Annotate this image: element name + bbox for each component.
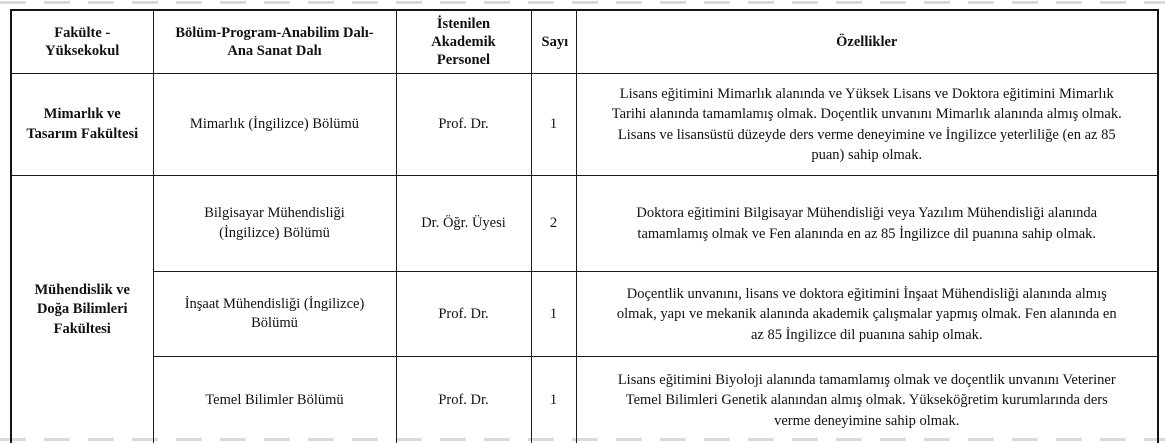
requirements-cell: Doktora eğitimini Bilgisayar Mühendisliği veya Yazılım Mühendisliği alanında tamamlamış olmak ve Fen alanında en az 85 İngilizce dil puanına sahip olmak. xyxy=(576,176,1158,272)
department-cell: İnşaat Mühendisliği (İngilizce) Bölümü xyxy=(153,272,396,357)
faculty-cell: Mimarlık ve Tasarım Fakültesi xyxy=(11,74,153,176)
table-row-insaat xyxy=(11,272,1158,357)
header-requirements: Özellikler xyxy=(576,10,1158,74)
recruitment-table xyxy=(10,9,1159,443)
position-cell: Prof. Dr. xyxy=(396,74,531,176)
requirements-cell: Doçentlik unvanını, lisans ve doktora eğitimini İnşaat Mühendisliği alanında almış olmak, yapı ve mekanik alanında akademik çalışmalar yapmış olmak. Fen alanında en az 85 İngilizce dil puanına sahip olmak. xyxy=(576,272,1158,357)
faculty-cell: Mühendislik ve Doğa Bilimleri Fakültesi xyxy=(11,176,153,443)
table-row-temel-bilimler xyxy=(11,357,1158,443)
requirements-cell: Lisans eğitimini Biyoloji alanında tamamlamış olmak ve doçentlik unvanını Veteriner Temel Bilimleri Genetik alanından almış olmak. Yükseköğretim kurumlarında ders verme deneyimine sahip olmak. xyxy=(576,357,1158,443)
scan-artifact-top xyxy=(0,1,1165,4)
department-cell: Mimarlık (İngilizce) Bölümü xyxy=(153,74,396,176)
header-row xyxy=(11,10,1158,74)
count-cell: 1 xyxy=(531,272,576,357)
count-cell: 1 xyxy=(531,357,576,443)
table-row-mimarlik xyxy=(11,74,1158,176)
table-row-bilgisayar xyxy=(11,176,1158,272)
header-count: Sayı xyxy=(531,10,576,74)
department-cell: Bilgisayar Mühendisliği (İngilizce) Bölümü xyxy=(153,176,396,272)
header-department: Bölüm-Program-Anabilim Dalı-Ana Sanat Dalı xyxy=(153,10,396,74)
header-position: İstenilen Akademik Personel xyxy=(396,10,531,74)
position-cell: Prof. Dr. xyxy=(396,272,531,357)
table-header xyxy=(11,10,1158,74)
position-cell: Prof. Dr. xyxy=(396,357,531,443)
requirements-cell: Lisans eğitimini Mimarlık alanında ve Yüksek Lisans ve Doktora eğitimini Mimarlık Tarihi alanında tamamlamış olmak. Doçentlik unvanını Mimarlık alanında almış olmak. Lisans ve lisansüstü düzeyde ders verme deneyimine ve İngilizce yeterliliğe (en az 85 puan) sahip olmak. xyxy=(576,74,1158,176)
count-cell: 2 xyxy=(531,176,576,272)
position-cell: Dr. Öğr. Üyesi xyxy=(396,176,531,272)
header-faculty: Fakülte - Yüksekokul xyxy=(11,10,153,74)
count-cell: 1 xyxy=(531,74,576,176)
table-body xyxy=(11,74,1158,443)
department-cell: Temel Bilimler Bölümü xyxy=(153,357,396,443)
